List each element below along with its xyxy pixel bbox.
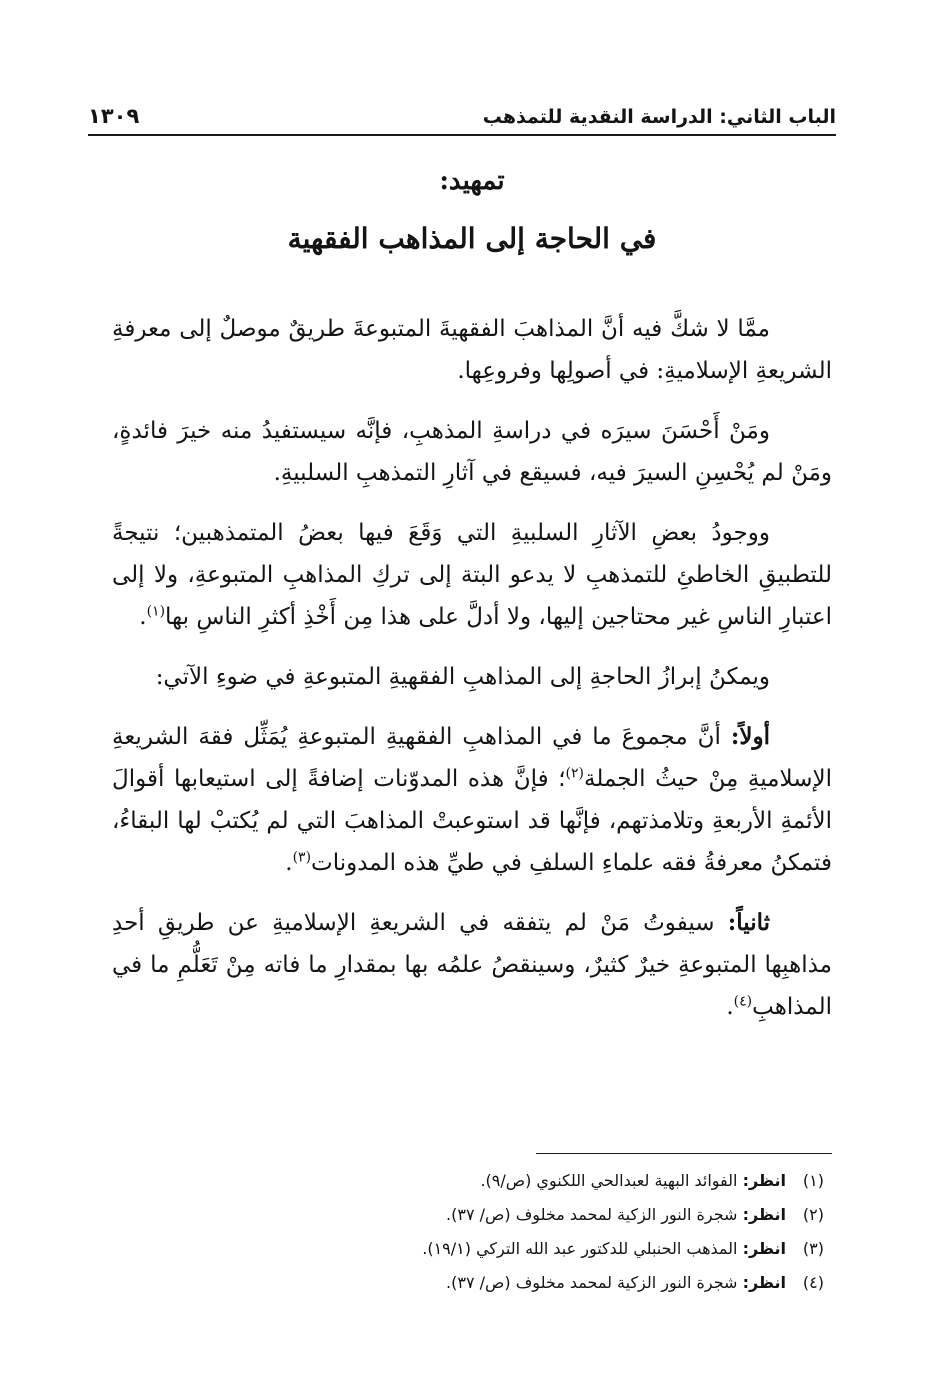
- footnote-ref: (١): [146, 603, 166, 620]
- footnote-divider: [536, 1153, 832, 1154]
- paragraph-tail: .: [285, 850, 293, 876]
- paragraph-2: [112, 410, 832, 494]
- chapter-title: الباب الثاني: الدراسة النقدية للتمذهب: [482, 106, 836, 128]
- footnote-label: انظر:: [742, 1171, 786, 1190]
- footnote-label: انظر:: [742, 1273, 786, 1292]
- section-subheading: في الحاجة إلى المذاهب الفقهية: [287, 222, 657, 255]
- paragraph-text: ووجودُ بعضِ الآثارِ السلبيةِ التي وَقَعَ فيها بعضُ المتمذهبين؛ نتيجةً للتطبيقِ الخاطئِ للتمذهبِ لا يدعو البتة إلى تركِ المذاهبِ المتبوعةِ، ولا إلى اعتبارِ الناسِ غير محتاجين إليها، ولا أدلَّ على هذا مِن أَخْذِ أكثرِ الناسِ بها: [112, 520, 832, 630]
- footnote-text: المذهب الحنبلي للدكتور عبد الله التركي (١٩/١).: [422, 1239, 738, 1258]
- point-label: ثانياً:: [727, 909, 771, 936]
- running-header: [88, 96, 836, 128]
- footnote-ref: (٤): [733, 993, 753, 1010]
- footnote-text: شجرة النور الزكية لمحمد مخلوف (ص/ ٣٧).: [446, 1273, 738, 1292]
- footnote-3: [112, 1232, 824, 1266]
- footnote-2: [112, 1198, 824, 1232]
- paragraph-text: ومَنْ أَحْسَنَ سيرَه في دراسةِ المذهبِ، فإنَّه سيستفيدُ منه خيرَ فائدةٍ، ومَنْ لم يُحْسِنِ السيرَ فيه، فسيقع في آثارِ التمذهبِ السلبيةِ.: [112, 418, 832, 486]
- paragraph-5: [112, 716, 832, 884]
- paragraph-1: [112, 308, 832, 392]
- footnote-ref: (٣): [292, 849, 312, 866]
- page-number: ١٣٠٩: [88, 104, 140, 128]
- section-heading: تمهيد:: [439, 166, 505, 196]
- paragraph-4: [112, 656, 832, 698]
- paragraph-tail: .: [139, 604, 147, 630]
- footnote-label: انظر:: [742, 1239, 786, 1258]
- header-divider: [88, 134, 836, 136]
- paragraph-3: [112, 512, 832, 638]
- paragraph-tail: ؛ فإنَّ هذه المدوّنات إضافةً إلى استيعابها أقوالَ الأئمةِ الأربعةِ وتلامذتهم، فإنَّها قد استوعبتْ المذاهبَ التي لم يُكتبْ لها البقاءُ، فتمكنُ معرفةُ فقه علماءِ السلفِ في طيِّ هذه المدونات: [112, 766, 832, 876]
- point-label: أولاً:: [730, 723, 770, 750]
- body-text: [112, 308, 832, 1046]
- footnote-text: شجرة النور الزكية لمحمد مخلوف (ص/ ٣٧).: [446, 1205, 738, 1224]
- footnotes: [112, 1164, 824, 1300]
- footnote-1: [112, 1164, 824, 1198]
- footnote-4: [112, 1266, 824, 1300]
- paragraph-text: ويمكنُ إبرازُ الحاجةِ إلى المذاهبِ الفقهيةِ المتبوعةِ في ضوءِ الآتي:: [155, 664, 770, 690]
- paragraph-tail: .: [726, 994, 734, 1020]
- footnote-number: (٣): [802, 1239, 824, 1258]
- footnote-label: انظر:: [742, 1205, 786, 1224]
- footnote-text: الفوائد البهية لعبدالحي اللكنوي (ص/٩).: [480, 1171, 738, 1190]
- paragraph-text: سيفوتُ مَنْ لم يتفقه في الشريعةِ الإسلاميةِ عن طريقِ أحدِ مذاهبِها المتبوعةِ خيرٌ كثيرٌ، وسينقصُ علمُه بها بمقدارِ ما فاته مِنْ تَعَلُّمِ ما في المذاهبِ: [112, 910, 833, 1020]
- paragraph-6: [112, 902, 832, 1028]
- footnote-number: (١): [802, 1171, 824, 1190]
- footnote-number: (٤): [802, 1273, 824, 1292]
- paragraph-text: أنَّ مجموعَ ما في المذاهبِ الفقهيةِ المتبوعةِ يُمَثِّل فقهَ الشريعةِ الإسلاميةِ مِنْ حيثُ الجملة: [112, 724, 832, 792]
- footnote-number: (٢): [802, 1205, 824, 1224]
- paragraph-text: ممَّا لا شكَّ فيه أنَّ المذاهبَ الفقهيةَ المتبوعةَ طريقٌ موصلٌ إلى معرفةِ الشريعةِ الإسلاميةِ: في أصولِها وفروعِها.: [112, 316, 832, 384]
- footnote-ref: (٢): [565, 765, 584, 782]
